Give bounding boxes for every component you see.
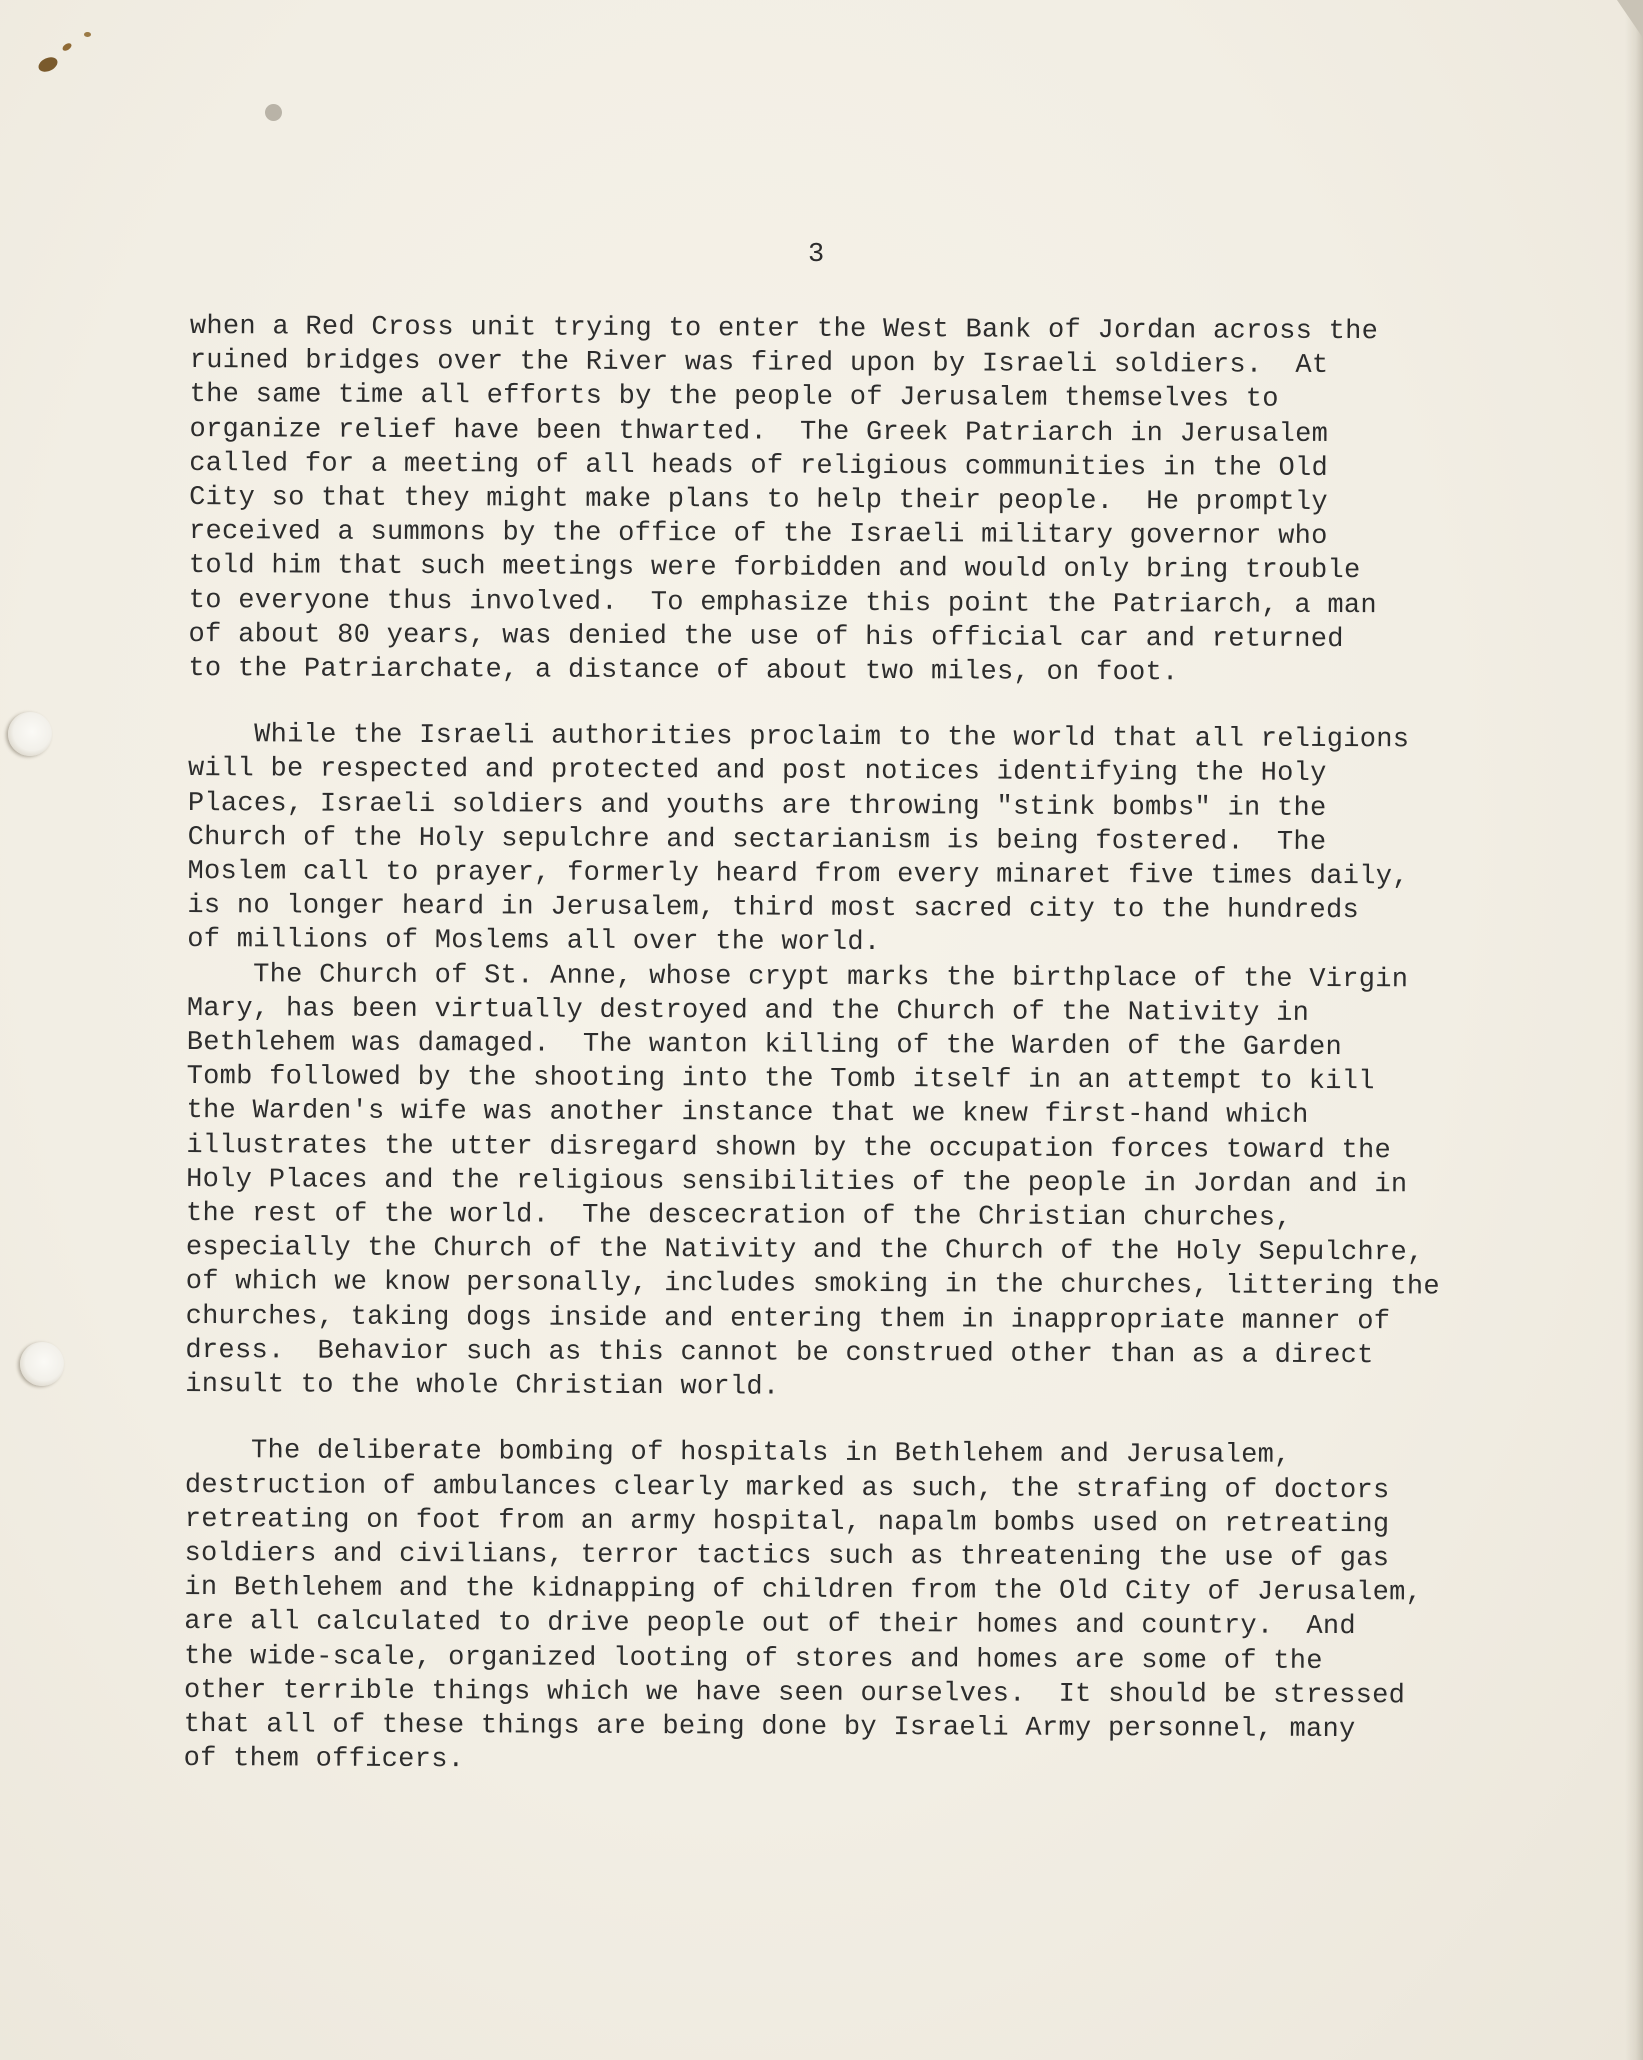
text-line: in Bethlehem and the kidnapping of children from the Old City of Jerusalem, bbox=[184, 1573, 1423, 1609]
text-line: the Warden's wife was another instance that we knew first-hand which bbox=[186, 1096, 1309, 1132]
text-line: that all of these things are being done by Israeli Army personnel, many bbox=[183, 1709, 1356, 1746]
text-line: Moslem call to prayer, formerly heard from every minaret five times daily, bbox=[187, 857, 1409, 893]
paragraph-1 bbox=[188, 310, 1590, 692]
text-line: insult to the whole Christian world. bbox=[185, 1370, 780, 1403]
text-line: Holy Places and the religious sensibilities of the people in Jordan and in bbox=[186, 1164, 1408, 1201]
body-text bbox=[184, 310, 1590, 1782]
text-line: The deliberate bombing of hospitals in Bethlehem and Jerusalem, bbox=[184, 1436, 1291, 1472]
text-line: organize relief have been thwarted. The Greek Patriarch in Jerusalem bbox=[189, 414, 1329, 450]
page-edge-shadow bbox=[1625, 0, 1643, 2060]
text-line: will be respected and protected and post notices identifying the Holy bbox=[187, 754, 1327, 790]
text-line: to everyone thus involved. To emphasize this point the Patriarch, a man bbox=[188, 585, 1377, 621]
text-line: dress. Behavior such as this cannot be construed other than as a direct bbox=[185, 1335, 1374, 1372]
text-line: to the Patriarchate, a distance of about two miles, on foot. bbox=[188, 654, 1179, 689]
text-line: retreating on foot from an army hospital, napalm bombs used on retreating bbox=[184, 1504, 1390, 1540]
text-line: the same time all efforts by the people of Jerusalem themselves to bbox=[189, 380, 1279, 416]
text-line: is no longer heard in Jerusalem, third most sacred city to the hundreds bbox=[187, 891, 1360, 927]
stain-mark bbox=[61, 42, 73, 53]
paragraph-2 bbox=[187, 718, 1588, 964]
stain-mark bbox=[36, 54, 60, 74]
text-line: of which we know personally, includes smoking in the churches, littering the bbox=[185, 1267, 1441, 1303]
text-line: While the Israeli authorities proclaim to the world that all religions bbox=[188, 720, 1410, 756]
text-line: when a Red Cross unit trying to enter the West Bank of Jordan across the bbox=[189, 311, 1379, 348]
text-line: Tomb followed by the shooting into the Tomb itself in an attempt to kill bbox=[186, 1062, 1375, 1098]
page-number: 3 bbox=[808, 240, 825, 270]
stain-mark bbox=[265, 104, 282, 121]
text-line: illustrates the utter disregard shown by the occupation forces toward the bbox=[186, 1130, 1392, 1166]
text-line: Mary, has been virtually destroyed and the Church of the Nativity in bbox=[186, 993, 1310, 1029]
text-line: soldiers and civilians, terror tactics such as threatening the use of gas bbox=[184, 1538, 1390, 1575]
text-line: received a summons by the office of the Israeli military governor who bbox=[188, 517, 1328, 553]
text-line: of them officers. bbox=[183, 1744, 465, 1776]
text-line: the wide-scale, organized looting of stores and homes are some of the bbox=[184, 1641, 1323, 1677]
stain-mark bbox=[84, 32, 91, 37]
text-line: called for a meeting of all heads of religious communities in the Old bbox=[189, 448, 1329, 484]
text-line: told him that such meetings were forbidden and would only bring trouble bbox=[188, 551, 1361, 587]
text-line: City so that they might make plans to help their people. He promptly bbox=[189, 483, 1328, 518]
text-line: churches, taking dogs inside and entering them in inappropriate manner of bbox=[185, 1301, 1391, 1337]
text-line: Bethlehem was damaged. The wanton killing of the Warden of the Garden bbox=[186, 1028, 1343, 1064]
text-line: Church of the Holy sepulchre and sectarianism is being fostered. The bbox=[187, 822, 1327, 858]
page-corner-fold bbox=[1617, 0, 1643, 38]
text-line: of about 80 years, was denied the use of his official car and returned bbox=[188, 619, 1344, 655]
text-line: the rest of the world. The descecration of the Christian churches, bbox=[185, 1199, 1292, 1234]
text-line: ruined bridges over the River was fired upon by Israeli soldiers. At bbox=[189, 346, 1329, 382]
text-line: other terrible things which we have seen ourselves. It should be stressed bbox=[183, 1675, 1406, 1712]
text-line: of millions of Moslems all over the world. bbox=[187, 925, 881, 959]
paragraph-4 bbox=[184, 1434, 1585, 1782]
punch-hole bbox=[20, 1342, 64, 1386]
text-line: Places, Israeli soldiers and youths are throwing "stink bombs" in the bbox=[187, 788, 1327, 824]
punch-hole bbox=[8, 712, 52, 756]
paragraph-3 bbox=[185, 958, 1587, 1409]
text-line: destruction of ambulances clearly marked as such, the strafing of doctors bbox=[184, 1470, 1390, 1506]
text-line: The Church of St. Anne, whose crypt marks the birthplace of the Virgin bbox=[187, 959, 1409, 995]
text-line: especially the Church of the Nativity and the Church of the Holy Sepulchre, bbox=[185, 1233, 1424, 1269]
text-line: are all calculated to drive people out of their homes and country. And bbox=[184, 1607, 1357, 1643]
